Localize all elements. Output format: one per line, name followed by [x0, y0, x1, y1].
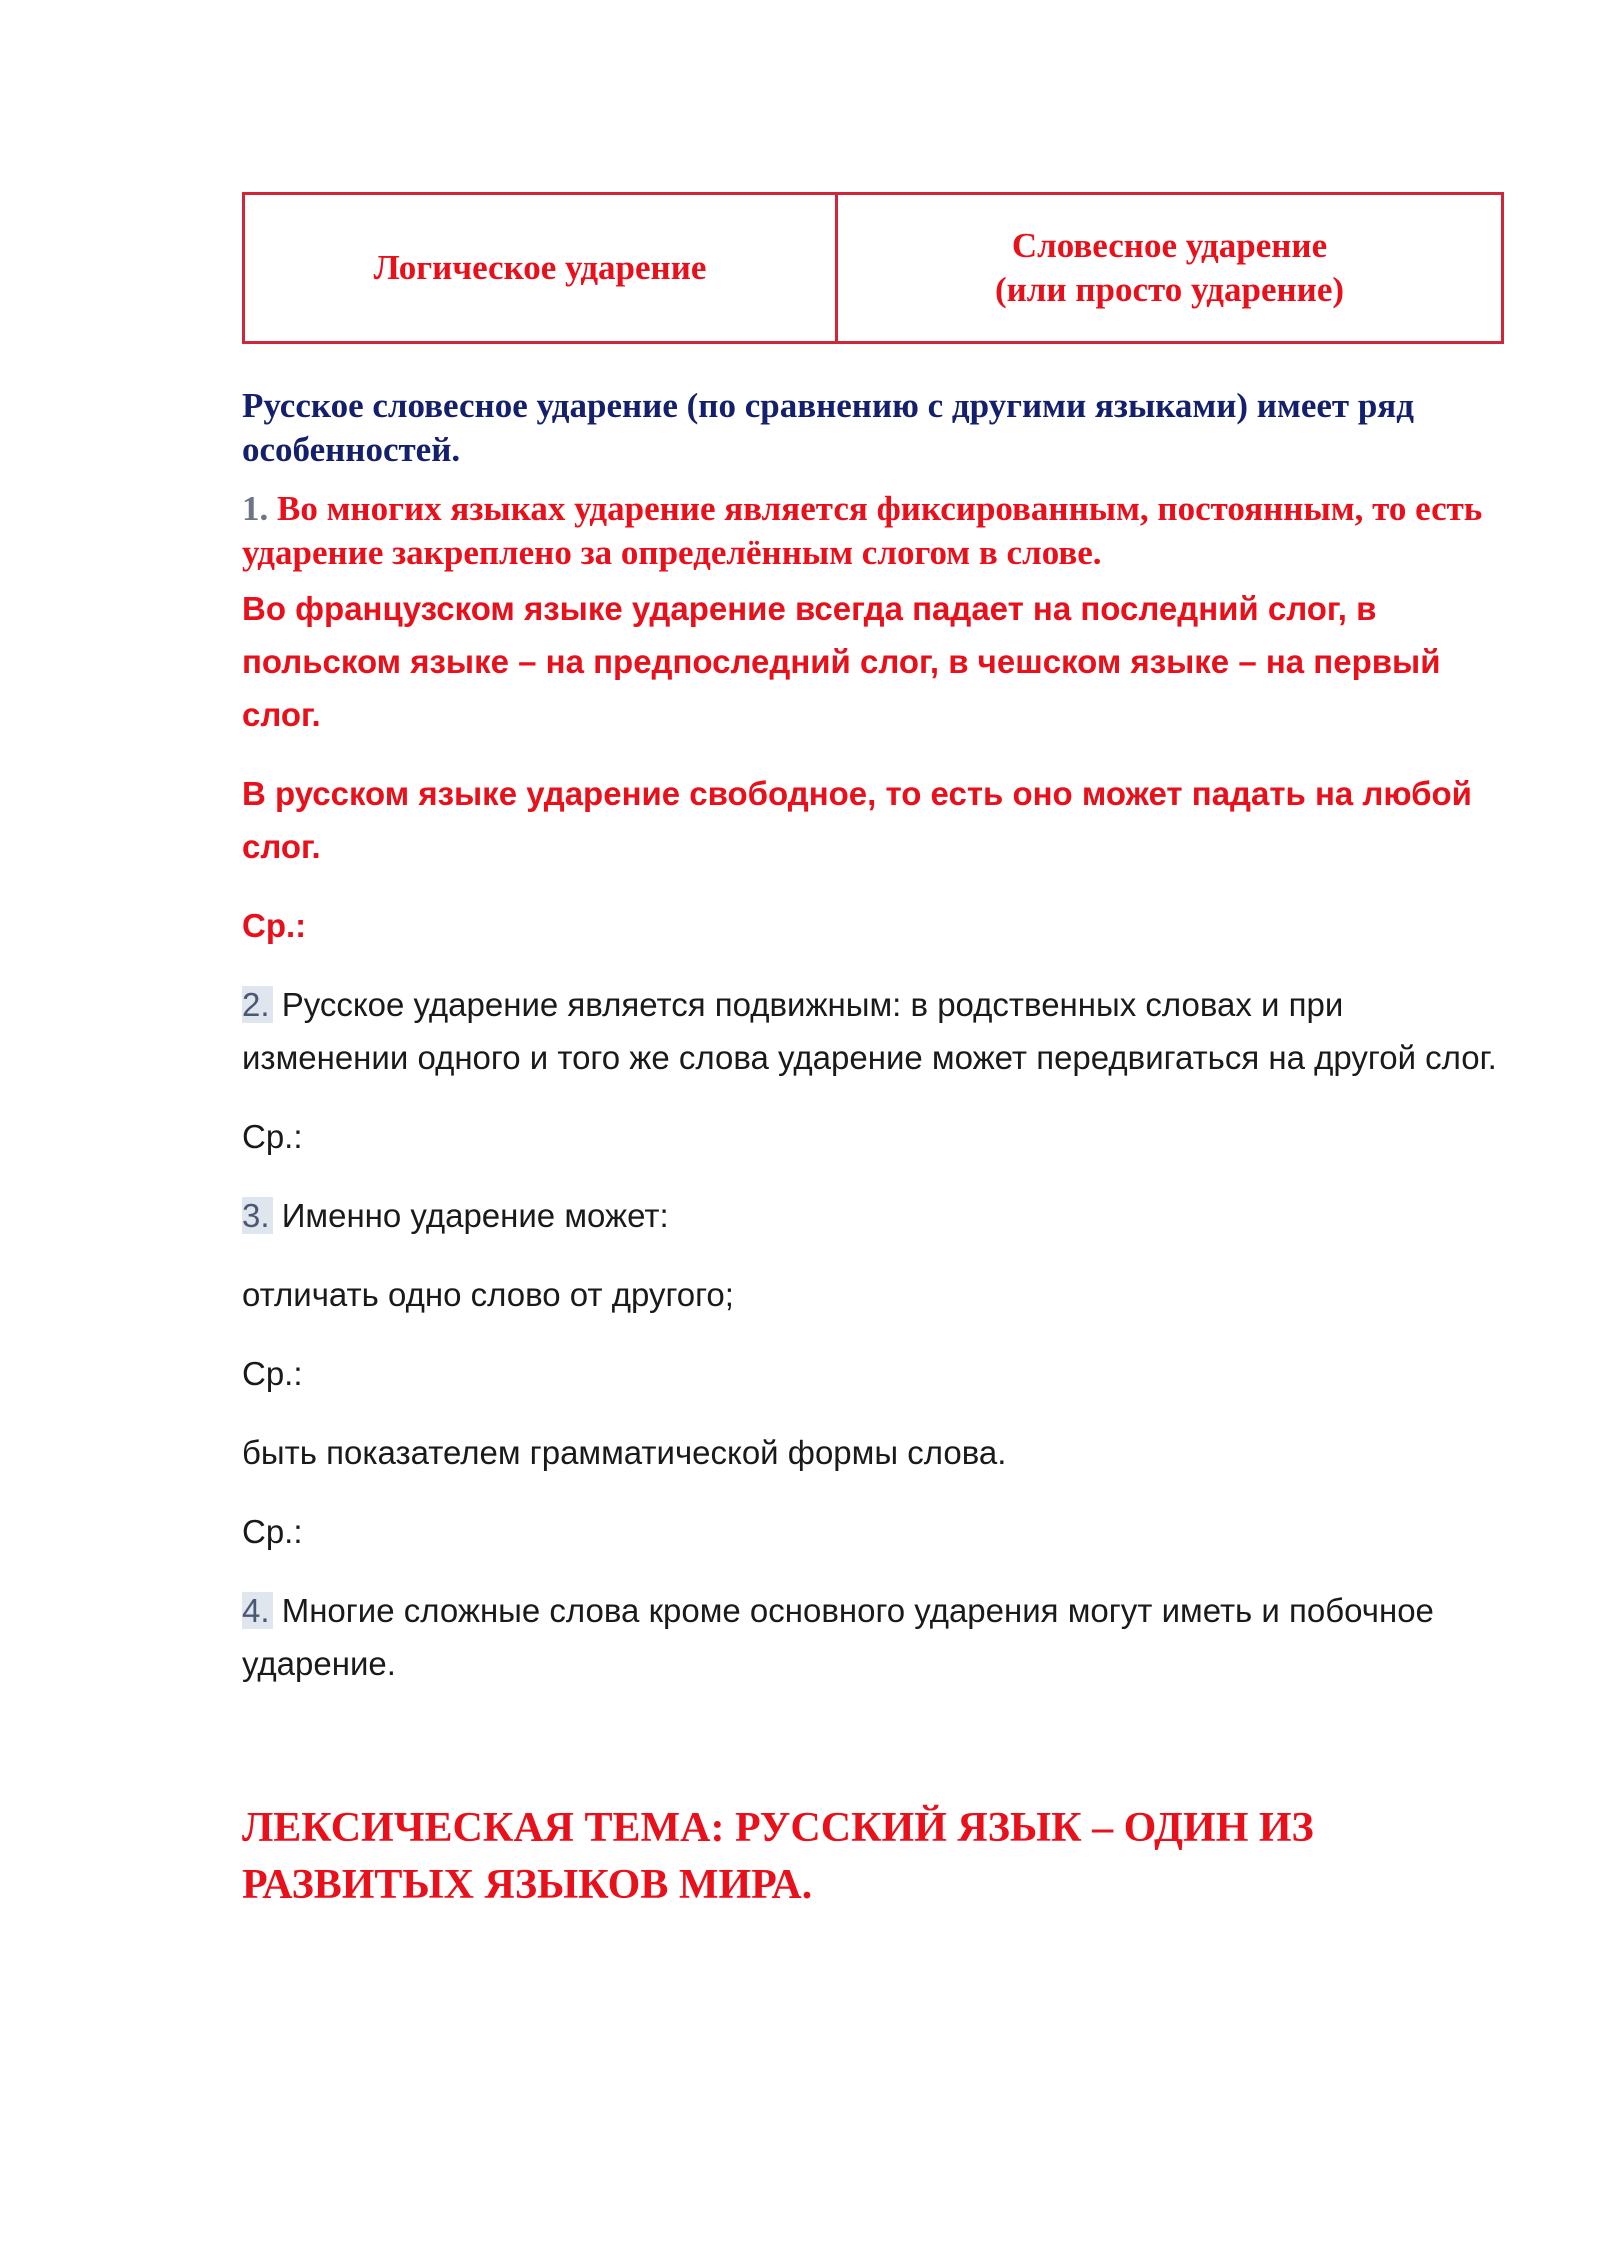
compare-label-3: Ср.: [242, 1355, 303, 1392]
compare-label-4: Ср.: [242, 1513, 303, 1550]
grammatical-form-paragraph: быть показателем грамматической формы слова. [242, 1434, 1007, 1471]
table-row [244, 194, 1503, 343]
logical-stress-cell [244, 194, 837, 343]
stress-types-table [242, 192, 1504, 344]
point-2-paragraph [242, 978, 1504, 1084]
word-stress-cell [837, 194, 1503, 343]
point-3-number: 3. [242, 1197, 273, 1234]
lexical-topic-heading-line1: ЛЕКСИЧЕСКАЯ ТЕМА: РУССКИЙ ЯЗЫК – ОДИН ИЗ [242, 1805, 1314, 1851]
word-stress-label-line1: Словесное ударение [1011, 226, 1328, 266]
point-2-number: 2. [242, 986, 273, 1023]
point-4-paragraph [242, 1584, 1504, 1690]
point-3-paragraph [242, 1189, 1504, 1242]
point-1-number: 1. [242, 489, 269, 528]
lexical-topic-heading [242, 1800, 1504, 1914]
compare-label-1: Ср.: [242, 907, 307, 944]
intro-paragraph: Русское словесное ударение (по сравнению с другими языками) имеет ряд особенностей. [242, 386, 1414, 469]
word-stress-label-line2: (или просто ударение) [994, 270, 1345, 309]
french-polish-paragraph: Во французском языке ударение всегда падает на последний слог, в польском языке – на предпоследний слог, в чешском языке – на первый слог. [242, 590, 1441, 733]
compare-label-2: Ср.: [242, 1118, 303, 1155]
russian-free-stress-paragraph: В русском языке ударение свободное, то есть оно может падать на любой слог. [242, 775, 1472, 865]
point-1-text: Во многих языках ударение является фиксированным, постоянным, то есть ударение закреплено за определённым слогом в слове. [242, 489, 1483, 572]
point-3-text: Именно ударение может: [281, 1197, 669, 1234]
document-page [242, 192, 1504, 1914]
logical-stress-label: Логическое ударение [373, 248, 707, 288]
point-2-text: Русское ударение является подвижным: в родственных словах и при изменении одного и того же слова ударение может передвигаться на другой слог. [242, 986, 1497, 1076]
lexical-topic-heading-line2: РАЗВИТЫХ ЯЗЫКОВ МИРА. [242, 1862, 813, 1908]
distinguish-words-paragraph: отличать одно слово от другого; [242, 1276, 734, 1313]
point-1-paragraph [242, 487, 1504, 575]
point-4-number: 4. [242, 1592, 273, 1629]
point-4-text: Многие сложные слова кроме основного ударения могут иметь и побочное ударение. [242, 1592, 1434, 1682]
